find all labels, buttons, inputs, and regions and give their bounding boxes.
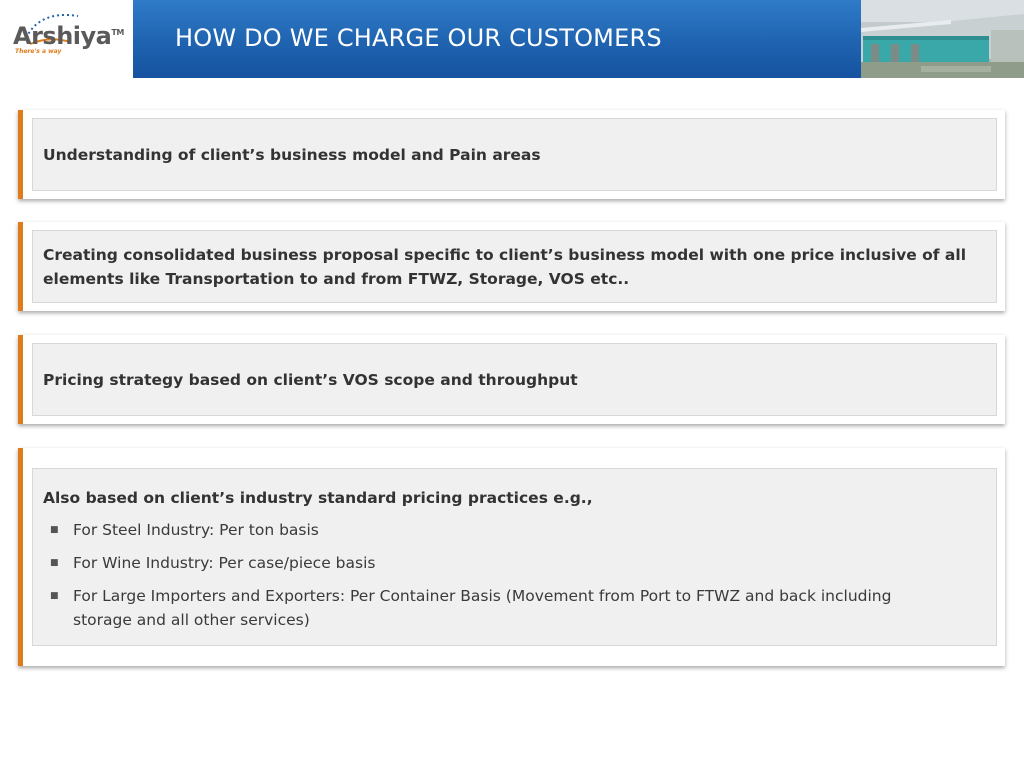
bullet-list	[43, 518, 936, 641]
warehouse-photo	[861, 0, 1024, 78]
logo-tagline: There's a way	[15, 48, 62, 55]
content-card-4	[18, 448, 1005, 666]
list-item	[43, 518, 936, 542]
list-item	[43, 584, 936, 632]
list-item	[43, 551, 936, 575]
card-panel	[32, 468, 997, 646]
logo-trademark: TM	[111, 28, 124, 37]
card-panel	[32, 118, 997, 191]
content-card-3	[18, 335, 1005, 424]
warehouse-image-icon	[861, 0, 1024, 78]
page-title: HOW DO WE CHARGE OUR CUSTOMERS	[175, 24, 662, 52]
content-card-1	[18, 110, 1005, 199]
logo-wordmark	[13, 22, 124, 50]
card-text: Creating consolidated business proposal specific to client’s business model with one price inclusive of all elements like Transportation to and from FTWZ, Storage, VOS etc..	[43, 246, 967, 288]
card-text: Pricing strategy based on client’s VOS scope and throughput	[43, 371, 578, 389]
company-logo	[0, 0, 133, 78]
bullet-square-icon: ■	[50, 525, 59, 535]
card-heading: Also based on client’s industry standard pricing practices e.g.,	[43, 489, 593, 507]
list-item-text: For Large Importers and Exporters: Per Container Basis (Movement from Port to FTWZ and back including storage and all other services)	[73, 587, 892, 629]
bullet-square-icon: ■	[50, 558, 59, 568]
logo-name: Arshiya	[13, 22, 112, 50]
bullet-square-icon: ■	[50, 591, 59, 601]
list-item-text: For Steel Industry: Per ton basis	[73, 521, 319, 539]
card-text: Understanding of client’s business model and Pain areas	[43, 146, 541, 164]
content-card-2	[18, 222, 1005, 311]
list-item-text: For Wine Industry: Per case/piece basis	[73, 554, 376, 572]
card-panel	[32, 230, 997, 303]
header-band	[133, 0, 861, 78]
card-panel	[32, 343, 997, 416]
